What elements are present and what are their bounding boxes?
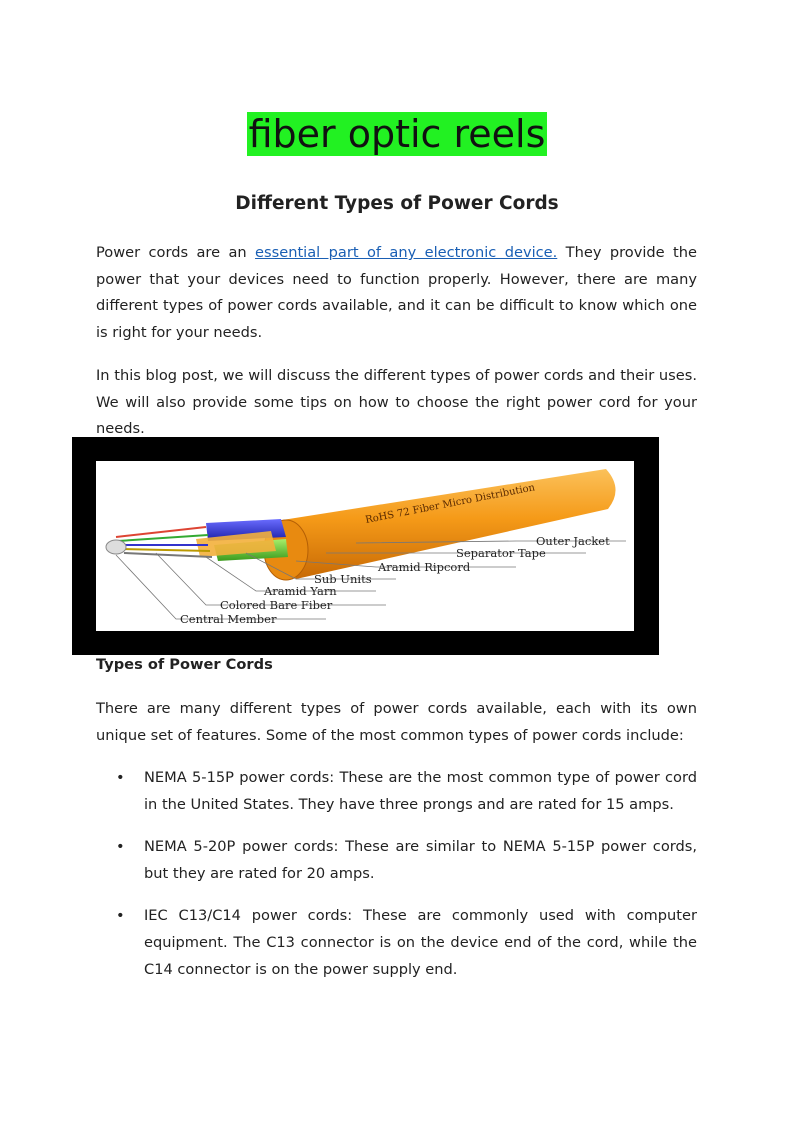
fiber-cable-image [72,437,659,655]
label-separator-tape: Separator Tape [456,546,546,560]
intro-text-post: They provide the power that your devices need to function properly. However, there are many different types of power cords available, and it can be difficult to know which one is right for your needs. [96,244,697,341]
list-item-text: NEMA 5-20P power cords: These are similar to NEMA 5-15P power cords, but they are rated for 20 amps. [144,838,697,882]
label-aramid-yarn: Aramid Yarn [264,584,337,598]
label-colored-bare-fiber: Colored Bare Fiber [220,598,333,612]
types-subheading: Types of Power Cords [96,656,273,673]
jacket-print: RoHS 72 Fiber Micro Distribution [364,482,536,526]
section-heading: Different Types of Power Cords [235,193,559,214]
central-member [106,540,126,554]
bullet-icon: • [116,769,125,786]
label-aramid-ripcord: Aramid Ripcord [378,560,471,574]
label-sub-units: Sub Units [314,572,372,586]
list-item [96,903,697,983]
list-item-text: IEC C13/C14 power cords: These are commonly used with computer equipment. The C13 connector is on the device end of the cord, while the C14 connector is on the power supply end. [144,907,697,978]
intro-text-pre: Power cords are an [96,244,256,261]
intro-paragraph [96,240,697,346]
power-cord-list [96,765,697,999]
types-paragraph: There are many different types of power cords available, each with its own unique set of features. Some of the most common types of power cords include: [96,700,697,744]
list-item [96,834,697,887]
list-item-text: NEMA 5-15P power cords: These are the most common type of power cord in the United States. They have three prongs and are rated for 15 amps. [144,769,697,813]
page-title: fiber optic reels [248,112,546,156]
label-outer-jacket: Outer Jacket [536,534,610,548]
label-central-member: Central Member [180,612,277,626]
bullet-icon: • [116,838,125,856]
list-item [96,765,697,818]
title-container [0,112,794,156]
bullet-icon: • [116,907,125,925]
intro-link[interactable]: essential part of any electronic device. [255,244,558,261]
fiber-cable-image-inner [96,461,634,631]
blog-intro-paragraph: In this blog post, we will discuss the different types of power cords and their uses. We will also provide some tips on how to choose the right power cord for your needs. [96,367,697,438]
fiber-cable-diagram [96,461,634,631]
